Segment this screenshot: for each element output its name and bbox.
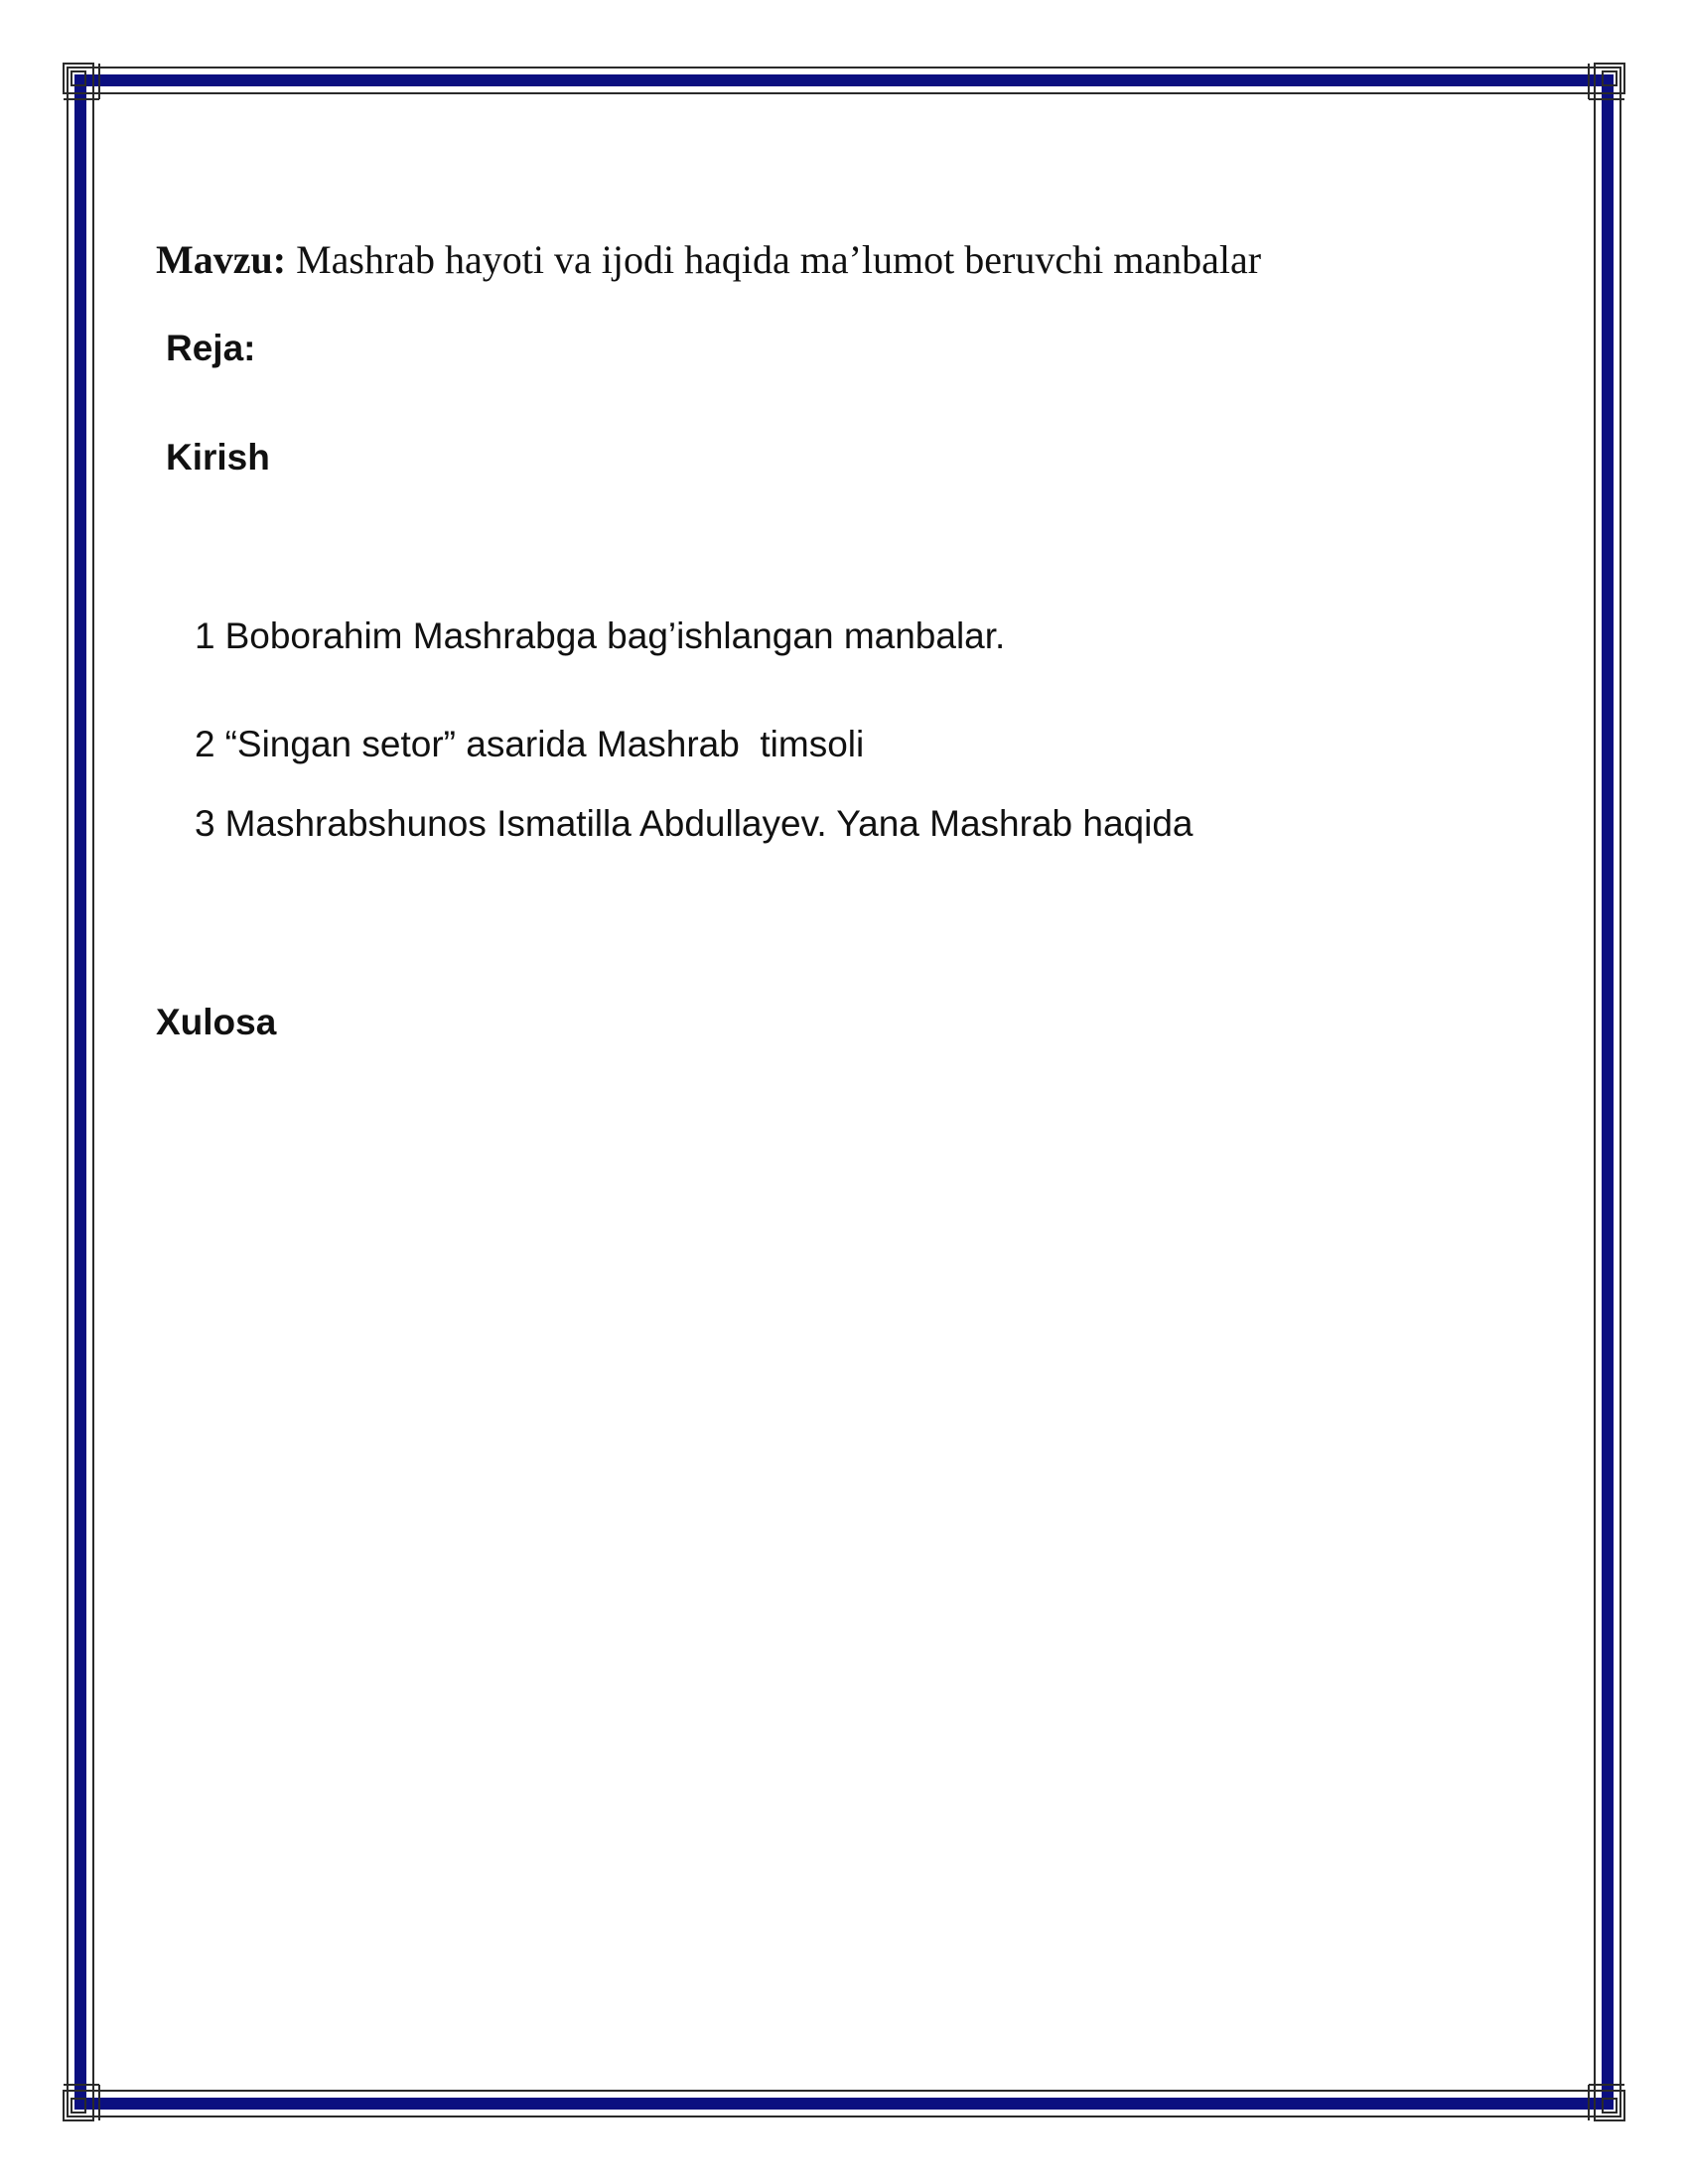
intro-heading: Kirish <box>166 437 270 478</box>
plan-item-2 <box>195 724 864 765</box>
topic-text: Mashrab hayoti va ijodi haqida ma’lumot beruvchi manbalar <box>296 237 1262 282</box>
topic-label: Mavzu: <box>156 237 287 282</box>
conclusion-heading: Xulosa <box>156 1002 277 1042</box>
plan-item-number: 1 <box>195 615 215 656</box>
plan-item-number: 3 <box>195 803 215 844</box>
plan-item-1 <box>195 615 1005 657</box>
plan-item-3 <box>195 803 1194 845</box>
plan-heading: Reja: <box>166 328 256 368</box>
topic-line <box>156 236 1261 283</box>
plan-item-text: “Singan setor” asarida Mashrab timsoli <box>224 724 865 764</box>
plan-item-text: Boborahim Mashrabga bag’ishlangan manbalar. <box>224 615 1006 656</box>
plan-item-number: 2 <box>195 724 215 764</box>
plan-item-text: Mashrabshunos Ismatilla Abdullayev. Yana Mashrab haqida <box>224 803 1194 844</box>
